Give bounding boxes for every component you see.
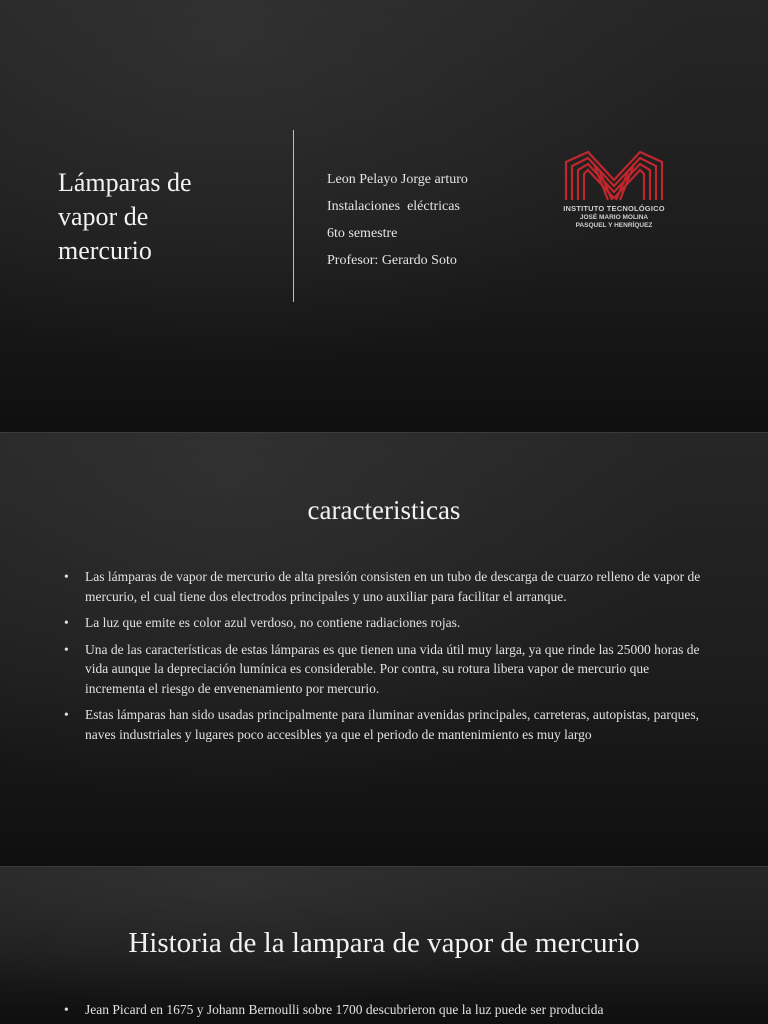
title-line: vapor de	[58, 202, 149, 231]
logo-m-icon	[564, 150, 664, 202]
author-name: Leon Pelayo Jorge arturo	[327, 172, 468, 187]
logo-text-surname: PASQUEL Y HENRÍQUEZ	[575, 222, 653, 229]
presentation-title	[58, 166, 258, 268]
course-name: Instalaciones eléctricas	[327, 199, 460, 214]
institute-logo	[552, 150, 676, 234]
list-item	[62, 567, 702, 606]
slide-title: caracteristicas	[307, 495, 461, 525]
logo-text-name: JOSÉ MARIO MOLINA	[579, 214, 649, 221]
history-slide	[0, 867, 768, 1024]
characteristics-slide	[0, 433, 768, 866]
bullet-text: Jean Picard en 1675 y Johann Bernoulli sobre 1700 descubrieron que la luz puede ser producida	[85, 1002, 604, 1017]
list-item	[62, 640, 702, 699]
title-line: Lámparas de	[58, 168, 192, 197]
vertical-divider	[293, 130, 294, 302]
bullet-icon: •	[64, 569, 69, 584]
bullet-icon: •	[64, 707, 69, 722]
bullet-text: Una de las características de estas lámparas es que tienen una vida útil muy larga, ya que rinde las 25000 horas de vida aunque la depreciación lumínica es considerable. Por contra, su rotura libera vapor de mercurio que incrementa el riesgo de envenenamiento por mercurio.	[85, 641, 700, 696]
semester: 6to semestre	[327, 226, 398, 241]
list-item	[62, 613, 702, 633]
bullet-icon: •	[64, 615, 69, 630]
title-line: mercurio	[58, 236, 152, 265]
bullet-text: La luz que emite es color azul verdoso, no contiene radiaciones rojas.	[85, 615, 461, 630]
bullet-text: Las lámparas de vapor de mercurio de alta presión consisten en un tubo de descarga de cuarzo relleno de vapor de mercurio, el cual tiene dos electrodos principales y uno auxiliar para facilitar el arranque.	[85, 569, 701, 604]
bullet-list	[62, 1000, 702, 1024]
author-info	[327, 166, 468, 274]
list-item	[62, 1000, 702, 1020]
bullet-icon: •	[64, 1002, 69, 1017]
logo-text-institute: INSTITUTO TECNOLÓGICO	[563, 204, 665, 213]
slide-title: Historia de la lampara de vapor de mercurio	[128, 927, 640, 959]
title-slide	[0, 0, 768, 432]
list-item	[62, 705, 702, 744]
bullet-text: Estas lámparas han sido usadas principalmente para iluminar avenidas principales, carreteras, autopistas, parques, naves industriales y lugares poco accesibles ya que el periodo de mantenimiento es muy largo	[85, 707, 700, 742]
bullet-list	[62, 567, 702, 751]
bullet-icon: •	[64, 641, 69, 657]
professor: Profesor: Gerardo Soto	[327, 253, 457, 268]
